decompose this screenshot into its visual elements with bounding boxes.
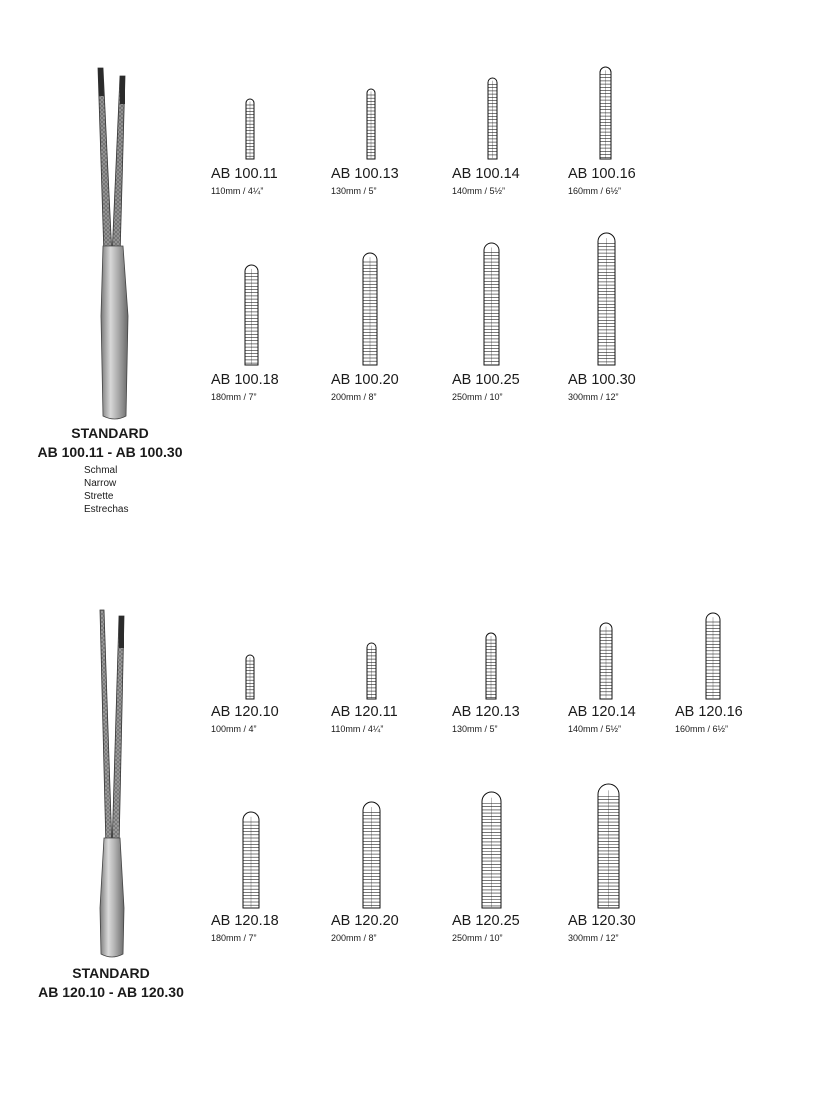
tip-illustration	[597, 783, 620, 909]
product-size: 300mm / 12”	[568, 392, 619, 402]
tip-illustration	[366, 642, 377, 700]
product-code: AB 120.30	[568, 913, 636, 929]
product-code: AB 120.11	[331, 704, 398, 720]
product-code: AB 120.18	[211, 913, 279, 929]
section-title: STANDARD	[71, 425, 149, 441]
product-size: 160mm / 6½”	[675, 724, 729, 734]
tip-illustration	[599, 622, 613, 700]
tip-illustration	[366, 88, 376, 160]
tip-illustration	[483, 242, 500, 366]
description-italian: Strette	[84, 491, 114, 502]
product-code: AB 100.14	[452, 166, 520, 182]
tip-illustration	[485, 632, 497, 700]
product-size: 130mm / 5”	[452, 724, 498, 734]
product-code: AB 120.10	[211, 704, 279, 720]
tip-illustration	[244, 264, 259, 366]
product-code: AB 100.25	[452, 372, 520, 388]
description-spanish: Estrechas	[84, 504, 129, 515]
description-german: Schmal	[84, 465, 118, 476]
tip-illustration	[245, 654, 255, 700]
forceps-illustration-100	[90, 66, 140, 422]
section-title: STANDARD	[72, 965, 150, 981]
tip-illustration	[487, 77, 498, 160]
tip-illustration	[481, 791, 502, 909]
product-size: 180mm / 7”	[211, 933, 257, 943]
product-range: AB 100.11 - AB 100.30	[37, 444, 183, 460]
tip-illustration	[362, 252, 378, 366]
product-size: 110mm / 4¼”	[331, 724, 384, 734]
product-code: AB 120.20	[331, 913, 399, 929]
product-size: 140mm / 5½”	[568, 724, 622, 734]
product-code: AB 100.30	[568, 372, 636, 388]
product-size: 180mm / 7”	[211, 392, 257, 402]
product-size: 130mm / 5”	[331, 186, 377, 196]
product-size: 250mm / 10”	[452, 392, 503, 402]
product-code: AB 120.13	[452, 704, 520, 720]
tip-illustration	[705, 612, 721, 700]
product-code: AB 100.13	[331, 166, 399, 182]
tip-illustration	[245, 98, 255, 160]
product-size: 160mm / 6½”	[568, 186, 622, 196]
description-english: Narrow	[84, 478, 117, 489]
product-code: AB 100.16	[568, 166, 636, 182]
product-size: 100mm / 4”	[211, 724, 257, 734]
forceps-illustration-120	[92, 608, 132, 960]
product-code: AB 100.11	[211, 166, 278, 182]
product-size: 200mm / 8”	[331, 392, 377, 402]
tip-illustration	[597, 232, 616, 366]
product-size: 250mm / 10”	[452, 933, 503, 943]
product-code: AB 100.18	[211, 372, 279, 388]
product-code: AB 100.20	[331, 372, 399, 388]
tip-illustration	[242, 811, 260, 909]
product-code: AB 120.25	[452, 913, 520, 929]
product-size: 300mm / 12”	[568, 933, 619, 943]
product-size: 200mm / 8”	[331, 933, 377, 943]
tip-illustration	[362, 801, 381, 909]
product-size: 110mm / 4¼”	[211, 186, 264, 196]
product-size: 140mm / 5½”	[452, 186, 506, 196]
product-code: AB 120.14	[568, 704, 636, 720]
product-code: AB 120.16	[675, 704, 743, 720]
product-range: AB 120.10 - AB 120.30	[38, 984, 184, 1000]
tip-illustration	[599, 66, 612, 160]
